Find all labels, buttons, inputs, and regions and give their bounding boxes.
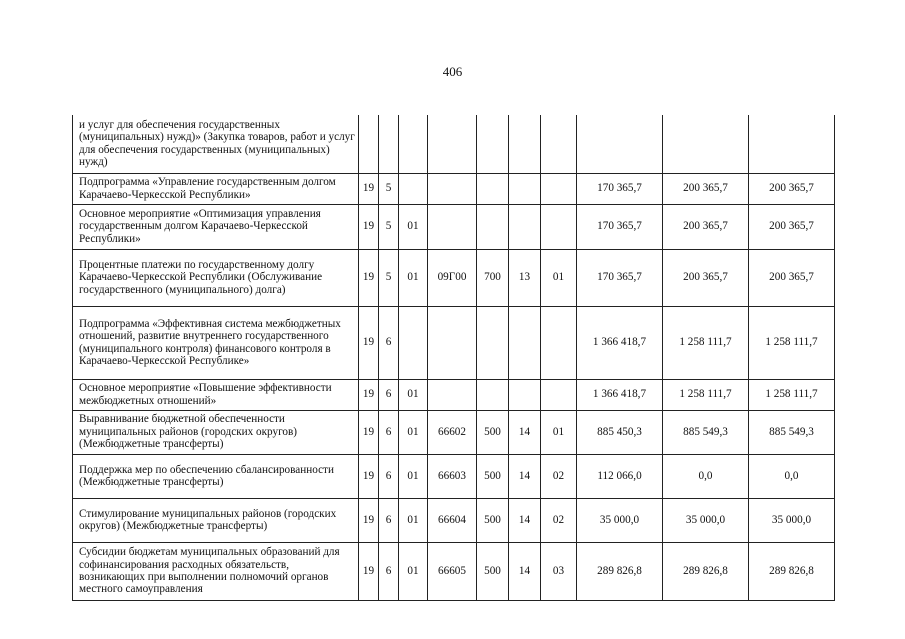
- section-code: [509, 115, 541, 173]
- om-code: [399, 306, 428, 379]
- table-row: [73, 410, 835, 454]
- direction-code: [428, 204, 477, 249]
- pp-code: 5: [379, 204, 399, 249]
- section-code: [509, 379, 541, 410]
- expense-type: 500: [477, 410, 509, 454]
- table-row: [73, 542, 835, 600]
- table-row: [73, 454, 835, 498]
- om-code: 01: [399, 379, 428, 410]
- direction-code: [428, 306, 477, 379]
- gp-code: 19: [359, 379, 379, 410]
- direction-code: [428, 379, 477, 410]
- subsection-code: [541, 379, 577, 410]
- gp-code: [359, 115, 379, 173]
- amount-year-1: [577, 115, 663, 173]
- amount-year-2: [663, 115, 749, 173]
- om-code: 01: [399, 542, 428, 600]
- gp-code: 19: [359, 173, 379, 204]
- direction-code: 66603: [428, 454, 477, 498]
- subsection-code: 01: [541, 249, 577, 306]
- expense-type: 500: [477, 498, 509, 542]
- amount-year-3: 1 258 111,7: [749, 306, 835, 379]
- om-code: 01: [399, 204, 428, 249]
- subsection-code: [541, 306, 577, 379]
- section-code: [509, 204, 541, 249]
- direction-code: 66602: [428, 410, 477, 454]
- om-code: [399, 173, 428, 204]
- amount-year-1: 112 066,0: [577, 454, 663, 498]
- amount-year-2: 200 365,7: [663, 204, 749, 249]
- subsection-code: [541, 115, 577, 173]
- amount-year-2: 1 258 111,7: [663, 306, 749, 379]
- pp-code: 6: [379, 306, 399, 379]
- row-name: Основное мероприятие «Оптимизация управления государственным долгом Карачаево-Черкесской Республики»: [73, 204, 359, 249]
- om-code: [399, 115, 428, 173]
- amount-year-3: 1 258 111,7: [749, 379, 835, 410]
- row-name: и услуг для обеспечения государственных (муниципальных) нужд)» (Закупка товаров, работ и услуг для обеспечения государственных (муниципальных) нужд): [73, 115, 359, 173]
- section-code: 14: [509, 542, 541, 600]
- amount-year-2: 35 000,0: [663, 498, 749, 542]
- gp-code: 19: [359, 410, 379, 454]
- amount-year-3: 35 000,0: [749, 498, 835, 542]
- subsection-code: 02: [541, 498, 577, 542]
- row-name: Подпрограмма «Управление государственным долгом Карачаево-Черкесской Республики»: [73, 173, 359, 204]
- section-code: 14: [509, 454, 541, 498]
- om-code: 01: [399, 410, 428, 454]
- section-code: [509, 173, 541, 204]
- amount-year-1: 289 826,8: [577, 542, 663, 600]
- subsection-code: 01: [541, 410, 577, 454]
- pp-code: 6: [379, 379, 399, 410]
- subsection-code: 02: [541, 454, 577, 498]
- row-name: Стимулирование муниципальных районов (городских округов) (Межбюджетные трансферты): [73, 498, 359, 542]
- row-name: Процентные платежи по государственному долгу Карачаево-Черкесской Республики (Обслуживание государственного (муниципального) долга): [73, 249, 359, 306]
- expense-type: 500: [477, 542, 509, 600]
- section-code: 14: [509, 410, 541, 454]
- gp-code: 19: [359, 498, 379, 542]
- table-row: [73, 204, 835, 249]
- gp-code: 19: [359, 542, 379, 600]
- table-row: [73, 249, 835, 306]
- budget-table: [72, 115, 835, 601]
- amount-year-1: 170 365,7: [577, 173, 663, 204]
- subsection-code: [541, 204, 577, 249]
- amount-year-2: 1 258 111,7: [663, 379, 749, 410]
- expense-type: [477, 173, 509, 204]
- gp-code: 19: [359, 249, 379, 306]
- om-code: 01: [399, 498, 428, 542]
- amount-year-2: 0,0: [663, 454, 749, 498]
- expense-type: [477, 306, 509, 379]
- gp-code: 19: [359, 306, 379, 379]
- section-code: [509, 306, 541, 379]
- amount-year-1: 1 366 418,7: [577, 379, 663, 410]
- table-row: [73, 498, 835, 542]
- table-row: [73, 306, 835, 379]
- amount-year-1: 170 365,7: [577, 249, 663, 306]
- amount-year-1: 35 000,0: [577, 498, 663, 542]
- expense-type: 700: [477, 249, 509, 306]
- amount-year-1: 885 450,3: [577, 410, 663, 454]
- direction-code: 09Г00: [428, 249, 477, 306]
- row-name: Основное мероприятие «Повышение эффективности межбюджетных отношений»: [73, 379, 359, 410]
- row-name: Подпрограмма «Эффективная система межбюджетных отношений, развитие внутреннего государственного (муниципального контроля) финансового контроля в Карачаево-Черкесской Республике»: [73, 306, 359, 379]
- pp-code: 6: [379, 454, 399, 498]
- row-name: Поддержка мер по обеспечению сбалансированности (Межбюджетные трансферты): [73, 454, 359, 498]
- section-code: 14: [509, 498, 541, 542]
- amount-year-3: 200 365,7: [749, 173, 835, 204]
- expense-type: [477, 204, 509, 249]
- pp-code: 5: [379, 249, 399, 306]
- pp-code: 6: [379, 542, 399, 600]
- om-code: 01: [399, 249, 428, 306]
- expense-type: 500: [477, 454, 509, 498]
- amount-year-2: 200 365,7: [663, 249, 749, 306]
- amount-year-3: 200 365,7: [749, 249, 835, 306]
- row-name: Выравнивание бюджетной обеспеченности муниципальных районов (городских округов) (Межбюджетные трансферты): [73, 410, 359, 454]
- table-row: [73, 379, 835, 410]
- amount-year-3: 289 826,8: [749, 542, 835, 600]
- om-code: 01: [399, 454, 428, 498]
- section-code: 13: [509, 249, 541, 306]
- pp-code: 6: [379, 410, 399, 454]
- direction-code: [428, 115, 477, 173]
- amount-year-3: [749, 115, 835, 173]
- pp-code: [379, 115, 399, 173]
- gp-code: 19: [359, 454, 379, 498]
- direction-code: [428, 173, 477, 204]
- gp-code: 19: [359, 204, 379, 249]
- row-name: Субсидии бюджетам муниципальных образований для софинансирования расходных обязательств, возникающих при выполнении полномочий органов местного самоуправления: [73, 542, 359, 600]
- subsection-code: 03: [541, 542, 577, 600]
- amount-year-3: 0,0: [749, 454, 835, 498]
- direction-code: 66604: [428, 498, 477, 542]
- amount-year-3: 200 365,7: [749, 204, 835, 249]
- table-row: [73, 115, 835, 173]
- subsection-code: [541, 173, 577, 204]
- pp-code: 6: [379, 498, 399, 542]
- table-row: [73, 173, 835, 204]
- expense-type: [477, 115, 509, 173]
- pp-code: 5: [379, 173, 399, 204]
- amount-year-2: 885 549,3: [663, 410, 749, 454]
- expense-type: [477, 379, 509, 410]
- amount-year-3: 885 549,3: [749, 410, 835, 454]
- direction-code: 66605: [428, 542, 477, 600]
- page-number: 406: [442, 64, 463, 79]
- amount-year-1: 1 366 418,7: [577, 306, 663, 379]
- amount-year-2: 289 826,8: [663, 542, 749, 600]
- amount-year-2: 200 365,7: [663, 173, 749, 204]
- amount-year-1: 170 365,7: [577, 204, 663, 249]
